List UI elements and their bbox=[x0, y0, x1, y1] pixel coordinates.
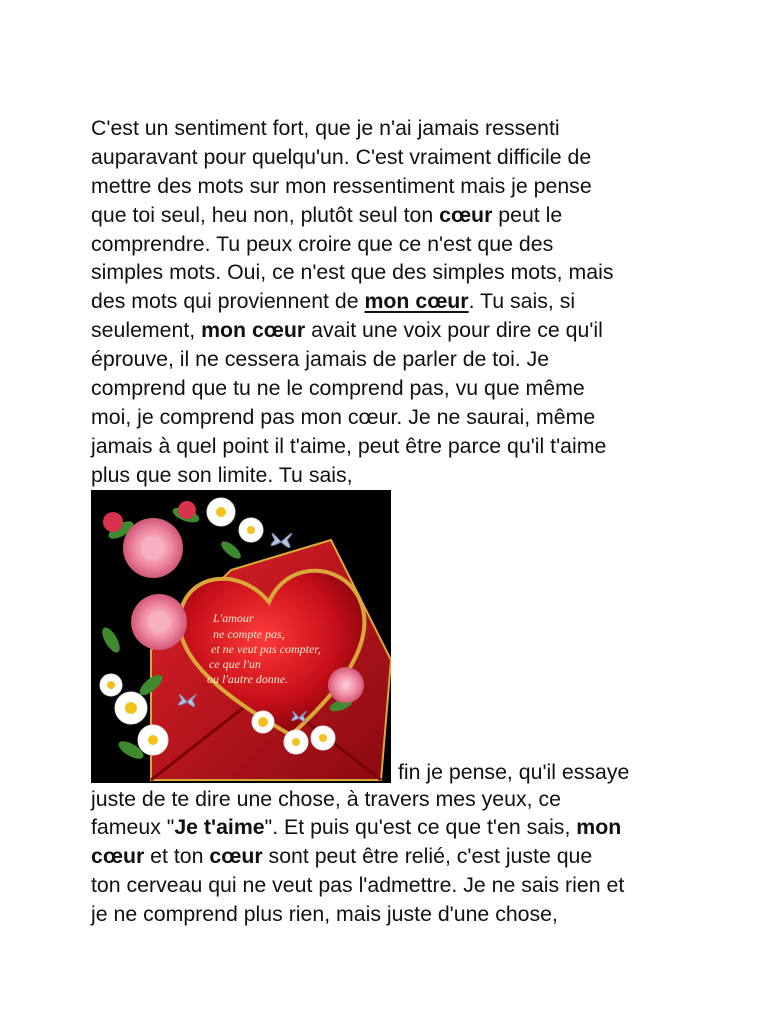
bold-word: cœur bbox=[439, 202, 493, 227]
bold-word: cœur bbox=[91, 844, 145, 869]
poem-line-1: L'amour bbox=[213, 610, 254, 625]
text-line: moi, je comprend pas mon cœur. Je ne saurai, même bbox=[91, 404, 596, 429]
text-span: avait une voix pour dire ce qu'il bbox=[305, 318, 603, 343]
text-line: C'est un sentiment fort, que je n'ai jamais ressenti bbox=[91, 116, 560, 140]
poem-line-2: ne compte pas, bbox=[213, 626, 285, 641]
text-span: sont peut être relié, c'est juste que bbox=[262, 844, 593, 869]
bold-underlined-phrase: mon cœur bbox=[364, 289, 469, 314]
text-span: ". Et puis qu'est ce que t'en sais, bbox=[264, 815, 577, 840]
text-line: ton cerveau qui ne veut pas l'admettre. Je ne sais rien et bbox=[91, 873, 625, 898]
text-line: comprendre. Tu peux croire que ce n'est que des bbox=[91, 231, 554, 256]
bold-word: cœur bbox=[209, 844, 263, 869]
love-card-image bbox=[91, 490, 391, 783]
text-span: et ton bbox=[144, 844, 210, 869]
text-line: je ne comprend plus rien, mais juste d'une chose, bbox=[91, 902, 558, 927]
text-line: comprend que tu ne le comprend pas, vu que même bbox=[91, 376, 585, 401]
text-line bbox=[91, 287, 691, 316]
text-line: mettre des mots sur mon ressentiment mais je pense bbox=[91, 173, 592, 198]
text-span: que toi seul, heu non, plutôt seul ton bbox=[91, 202, 440, 227]
bold-phrase: mon cœur bbox=[201, 318, 306, 343]
text-line: juste de te dire une chose, à travers mes yeux, ce bbox=[91, 786, 561, 811]
poem-line-3: et ne veut pas compter, bbox=[211, 641, 321, 656]
text-span: seulement, bbox=[91, 318, 202, 343]
text-line: plus que son limite. Tu sais, bbox=[91, 462, 353, 487]
text-line: éprouve, il ne cessera jamais de parler de toi. Je bbox=[91, 347, 550, 372]
bold-word: mon bbox=[576, 815, 622, 840]
text-line bbox=[91, 316, 691, 345]
bold-phrase: Je t'aime bbox=[174, 815, 265, 840]
poem-line-4: ce que l'un bbox=[209, 656, 261, 671]
text-line bbox=[91, 813, 691, 842]
text-line bbox=[91, 842, 691, 871]
poem-line-5: ou l'autre donne. bbox=[207, 671, 289, 686]
text-line: jamais à quel point il t'aime, peut être parce qu'il t'aime bbox=[91, 433, 607, 458]
text-line bbox=[91, 201, 691, 230]
document-body bbox=[91, 114, 691, 929]
text-line: auparavant pour quelqu'un. C'est vraiment difficile de bbox=[91, 144, 592, 169]
text-span: . Tu sais, si bbox=[468, 289, 576, 314]
text-line: fin je pense, qu'il essaye bbox=[398, 759, 630, 784]
text-span: fameux " bbox=[91, 815, 175, 840]
image-row bbox=[91, 490, 691, 785]
text-span: des mots qui proviennent de bbox=[91, 289, 365, 314]
text-line: simples mots. Oui, ce n'est que des simples mots, mais bbox=[91, 260, 614, 285]
text-span: peut le bbox=[492, 202, 563, 227]
